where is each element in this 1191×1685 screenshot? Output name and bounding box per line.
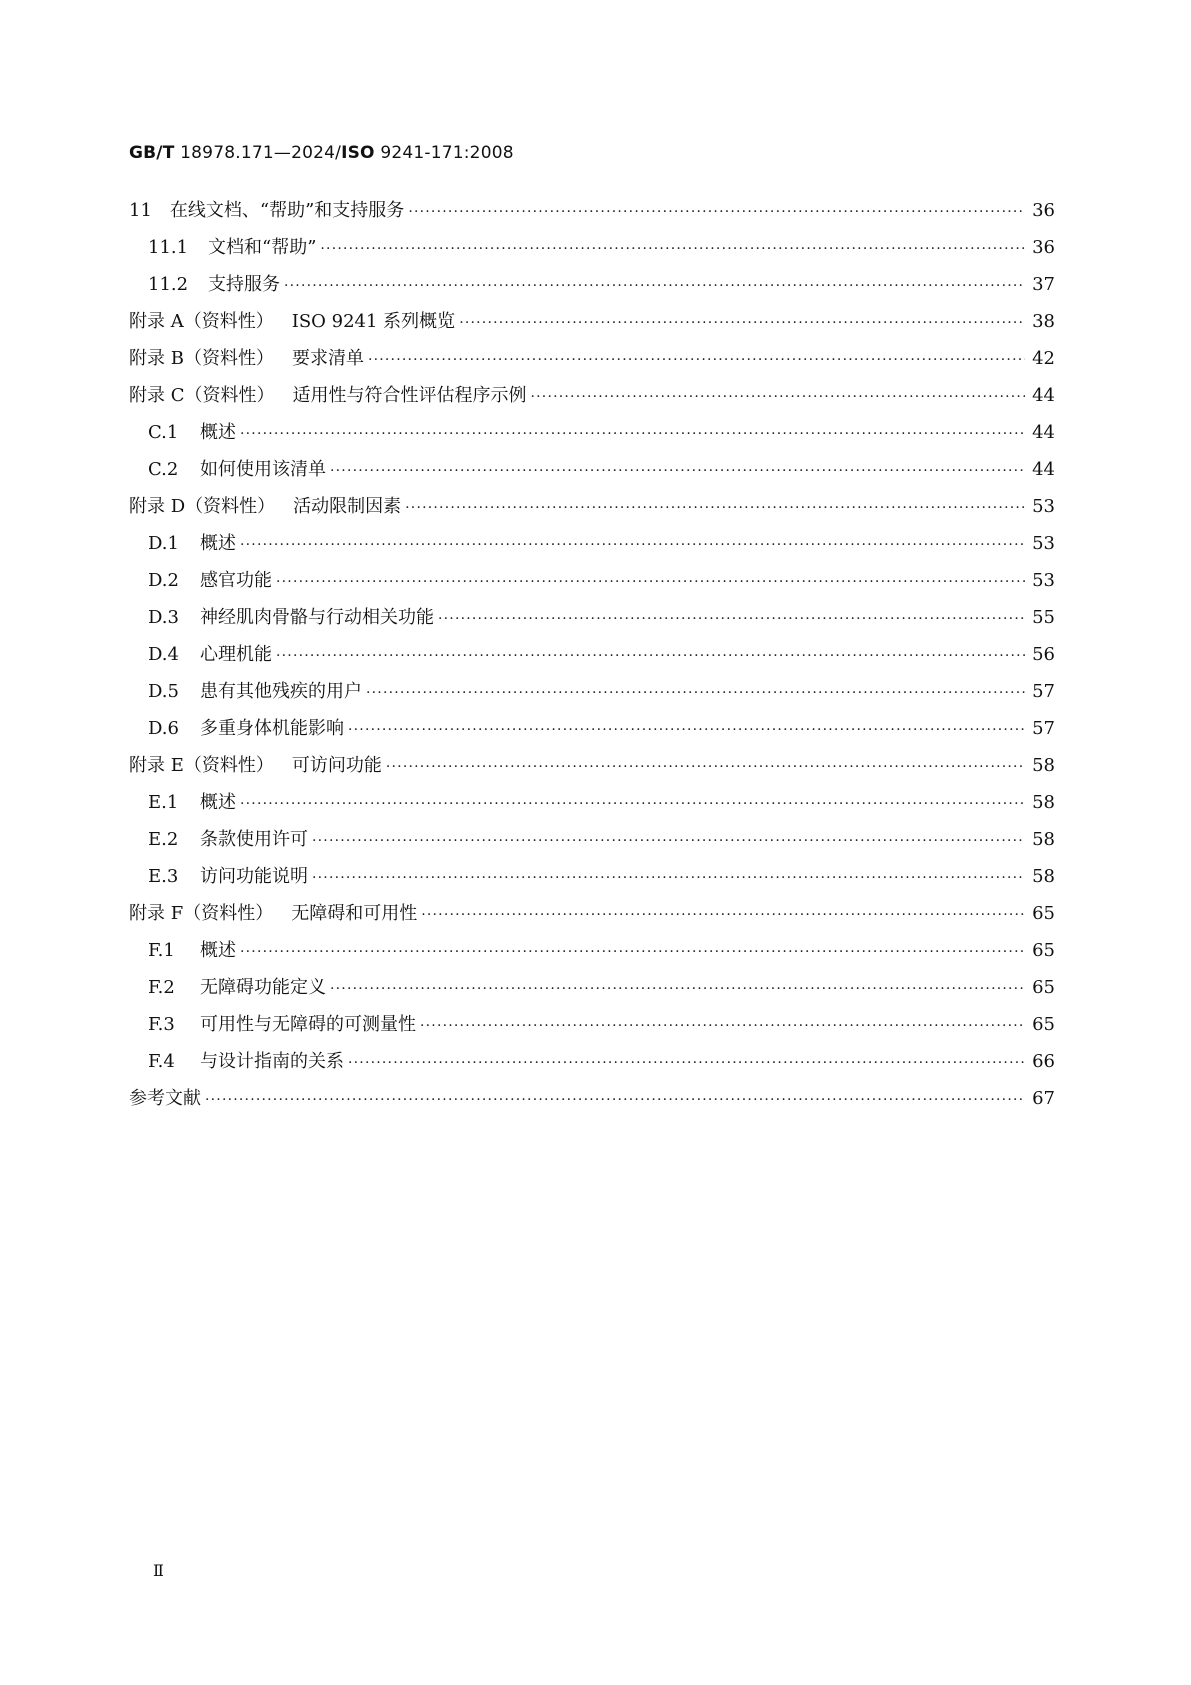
standard-prefix: GB/T <box>129 143 175 163</box>
toc-dot-leader <box>276 648 1025 664</box>
toc-dot-leader <box>421 907 1025 923</box>
toc-dot-leader <box>240 796 1025 812</box>
toc-entry[interactable] <box>129 973 1055 1010</box>
toc-entry[interactable] <box>129 714 1055 751</box>
toc-entry-number: 11 <box>129 200 152 221</box>
toc-dot-leader <box>408 204 1025 220</box>
toc-entry-page: 58 <box>1032 755 1055 776</box>
toc-entry-page: 57 <box>1032 681 1055 702</box>
toc-entry-title: 概述 <box>200 792 236 813</box>
toc-entry-number: D.3 <box>148 607 179 628</box>
toc-entry-title: 参考文献 <box>129 1088 201 1109</box>
toc-entry-number: F.3 <box>148 1014 175 1035</box>
toc-entry-number: C.2 <box>148 459 179 480</box>
toc-entry-title: 如何使用该清单 <box>200 459 326 480</box>
toc-dot-leader <box>531 389 1026 405</box>
toc-dot-leader <box>312 833 1025 849</box>
toc-dot-leader <box>459 315 1025 331</box>
toc-entry-page: 66 <box>1032 1051 1055 1072</box>
toc-entry-number: 附录 D（资料性） <box>129 496 276 517</box>
toc-entry-page: 67 <box>1032 1088 1055 1109</box>
toc-entry[interactable] <box>129 270 1055 307</box>
toc-entry-number: 附录 B（资料性） <box>129 348 274 369</box>
toc-entry-page: 36 <box>1032 237 1055 258</box>
toc-entry-number: 附录 E（资料性） <box>129 755 274 776</box>
iso-number: 9241-171:2008 <box>380 143 514 163</box>
toc-dot-leader <box>348 1055 1025 1071</box>
toc-entry[interactable] <box>129 603 1055 640</box>
toc-entry-page: 55 <box>1032 607 1055 628</box>
toc-entry-number: D.6 <box>148 718 179 739</box>
toc-entry[interactable] <box>129 936 1055 973</box>
toc-entry-title: 概述 <box>200 422 236 443</box>
toc-entry-title: 无障碍功能定义 <box>200 977 326 998</box>
toc-entry-title: 在线文档、“帮助”和支持服务 <box>169 200 405 221</box>
toc-entry-page: 57 <box>1032 718 1055 739</box>
toc-entry-page: 53 <box>1032 496 1055 517</box>
toc-entry[interactable] <box>129 233 1055 270</box>
toc-dot-leader <box>420 1018 1025 1034</box>
toc-entry-title: 条款使用许可 <box>200 829 308 850</box>
toc-entry-title: ISO 9241 系列概览 <box>291 311 456 332</box>
toc-entry[interactable] <box>129 899 1055 936</box>
toc-entry-title: 可用性与无障碍的可测量性 <box>200 1014 416 1035</box>
toc-entry[interactable] <box>129 751 1055 788</box>
standard-number: 18978.171—2024/ <box>180 143 342 163</box>
toc-entry[interactable] <box>129 677 1055 714</box>
toc-entry[interactable] <box>129 529 1055 566</box>
toc-entry-page: 58 <box>1032 829 1055 850</box>
toc-entry[interactable] <box>129 492 1055 529</box>
toc-dot-leader <box>330 463 1025 479</box>
toc-entry[interactable] <box>129 788 1055 825</box>
toc-dot-leader <box>284 278 1025 294</box>
toc-dot-leader <box>366 685 1025 701</box>
toc-entry[interactable] <box>129 1010 1055 1047</box>
toc-entry-title: 访问功能说明 <box>200 866 308 887</box>
page-number: Ⅱ <box>153 1561 164 1580</box>
toc-dot-leader <box>368 352 1025 368</box>
toc-dot-leader <box>438 611 1025 627</box>
toc-entry-number: F.4 <box>148 1051 175 1072</box>
toc-entry-title: 多重身体机能影响 <box>200 718 344 739</box>
toc-entry-number: 11.2 <box>148 274 189 295</box>
toc-entry-title: 概述 <box>200 533 236 554</box>
toc-dot-leader <box>320 241 1025 257</box>
toc-entry-number: F.2 <box>148 977 175 998</box>
toc-entry[interactable] <box>129 418 1055 455</box>
toc-entry-number: 附录 F（资料性） <box>129 903 274 924</box>
toc-entry-page: 65 <box>1032 1014 1055 1035</box>
table-of-contents <box>129 196 1055 1121</box>
toc-dot-leader <box>240 944 1025 960</box>
toc-entry-title: 可访问功能 <box>291 755 382 776</box>
toc-entry-page: 36 <box>1032 200 1055 221</box>
toc-entry-page: 56 <box>1032 644 1055 665</box>
toc-entry-number: D.4 <box>148 644 179 665</box>
toc-entry-number: E.3 <box>148 866 179 887</box>
toc-entry-page: 53 <box>1032 570 1055 591</box>
toc-entry-number: 附录 A（资料性） <box>129 311 274 332</box>
toc-dot-leader <box>240 426 1025 442</box>
toc-entry-title: 要求清单 <box>291 348 364 369</box>
toc-entry-page: 38 <box>1032 311 1055 332</box>
toc-dot-leader <box>330 981 1025 997</box>
toc-entry-title: 无障碍和可用性 <box>291 903 418 924</box>
toc-entry-page: 58 <box>1032 866 1055 887</box>
toc-dot-leader <box>240 537 1025 553</box>
toc-entry-title: 心理机能 <box>200 644 272 665</box>
toc-entry-number: D.5 <box>148 681 179 702</box>
toc-dot-leader <box>348 722 1025 738</box>
toc-entry-number: C.1 <box>148 422 179 443</box>
toc-entry-number: 11.1 <box>148 237 189 258</box>
toc-entry-page: 65 <box>1032 903 1055 924</box>
iso-prefix: ISO <box>341 143 375 163</box>
toc-entry-title: 与设计指南的关系 <box>200 1051 344 1072</box>
document-header <box>129 143 514 163</box>
toc-entry[interactable] <box>129 455 1055 492</box>
toc-entry-page: 42 <box>1032 348 1055 369</box>
toc-dot-leader <box>386 759 1025 775</box>
toc-entry-title: 患有其他残疾的用户 <box>200 681 362 702</box>
toc-entry[interactable] <box>129 640 1055 677</box>
toc-dot-leader <box>405 500 1025 516</box>
toc-entry[interactable] <box>129 566 1055 603</box>
toc-entry-page: 37 <box>1032 274 1055 295</box>
toc-entry-number: F.1 <box>148 940 175 961</box>
toc-entry-number: D.1 <box>148 533 179 554</box>
toc-entry[interactable] <box>129 1047 1055 1084</box>
toc-dot-leader <box>276 574 1025 590</box>
toc-entry-title: 适用性与符合性评估程序示例 <box>292 385 527 406</box>
toc-entry-number: 附录 C（资料性） <box>129 385 275 406</box>
toc-entry-number: D.2 <box>148 570 179 591</box>
toc-entry-number: E.2 <box>148 829 179 850</box>
toc-entry[interactable] <box>129 862 1055 899</box>
toc-entry[interactable] <box>129 196 1055 233</box>
toc-entry-page: 44 <box>1032 422 1055 443</box>
toc-entry-title: 感官功能 <box>200 570 272 591</box>
toc-dot-leader <box>312 870 1025 886</box>
toc-entry[interactable] <box>129 307 1055 344</box>
toc-entry-page: 58 <box>1032 792 1055 813</box>
toc-dot-leader <box>205 1092 1025 1108</box>
toc-entry-page: 44 <box>1032 459 1055 480</box>
toc-entry-title: 文档和“帮助” <box>208 237 317 258</box>
toc-entry-page: 44 <box>1032 385 1055 406</box>
toc-entry[interactable] <box>129 1084 1055 1121</box>
toc-entry-page: 53 <box>1032 533 1055 554</box>
toc-entry-page: 65 <box>1032 940 1055 961</box>
toc-entry[interactable] <box>129 344 1055 381</box>
toc-entry-title: 活动限制因素 <box>293 496 402 517</box>
toc-entry[interactable] <box>129 825 1055 862</box>
toc-entry-title: 概述 <box>200 940 236 961</box>
toc-entry[interactable] <box>129 381 1055 418</box>
toc-entry-title: 支持服务 <box>208 274 280 295</box>
toc-entry-title: 神经肌肉骨骼与行动相关功能 <box>200 607 434 628</box>
toc-entry-number: E.1 <box>148 792 179 813</box>
toc-entry-page: 65 <box>1032 977 1055 998</box>
